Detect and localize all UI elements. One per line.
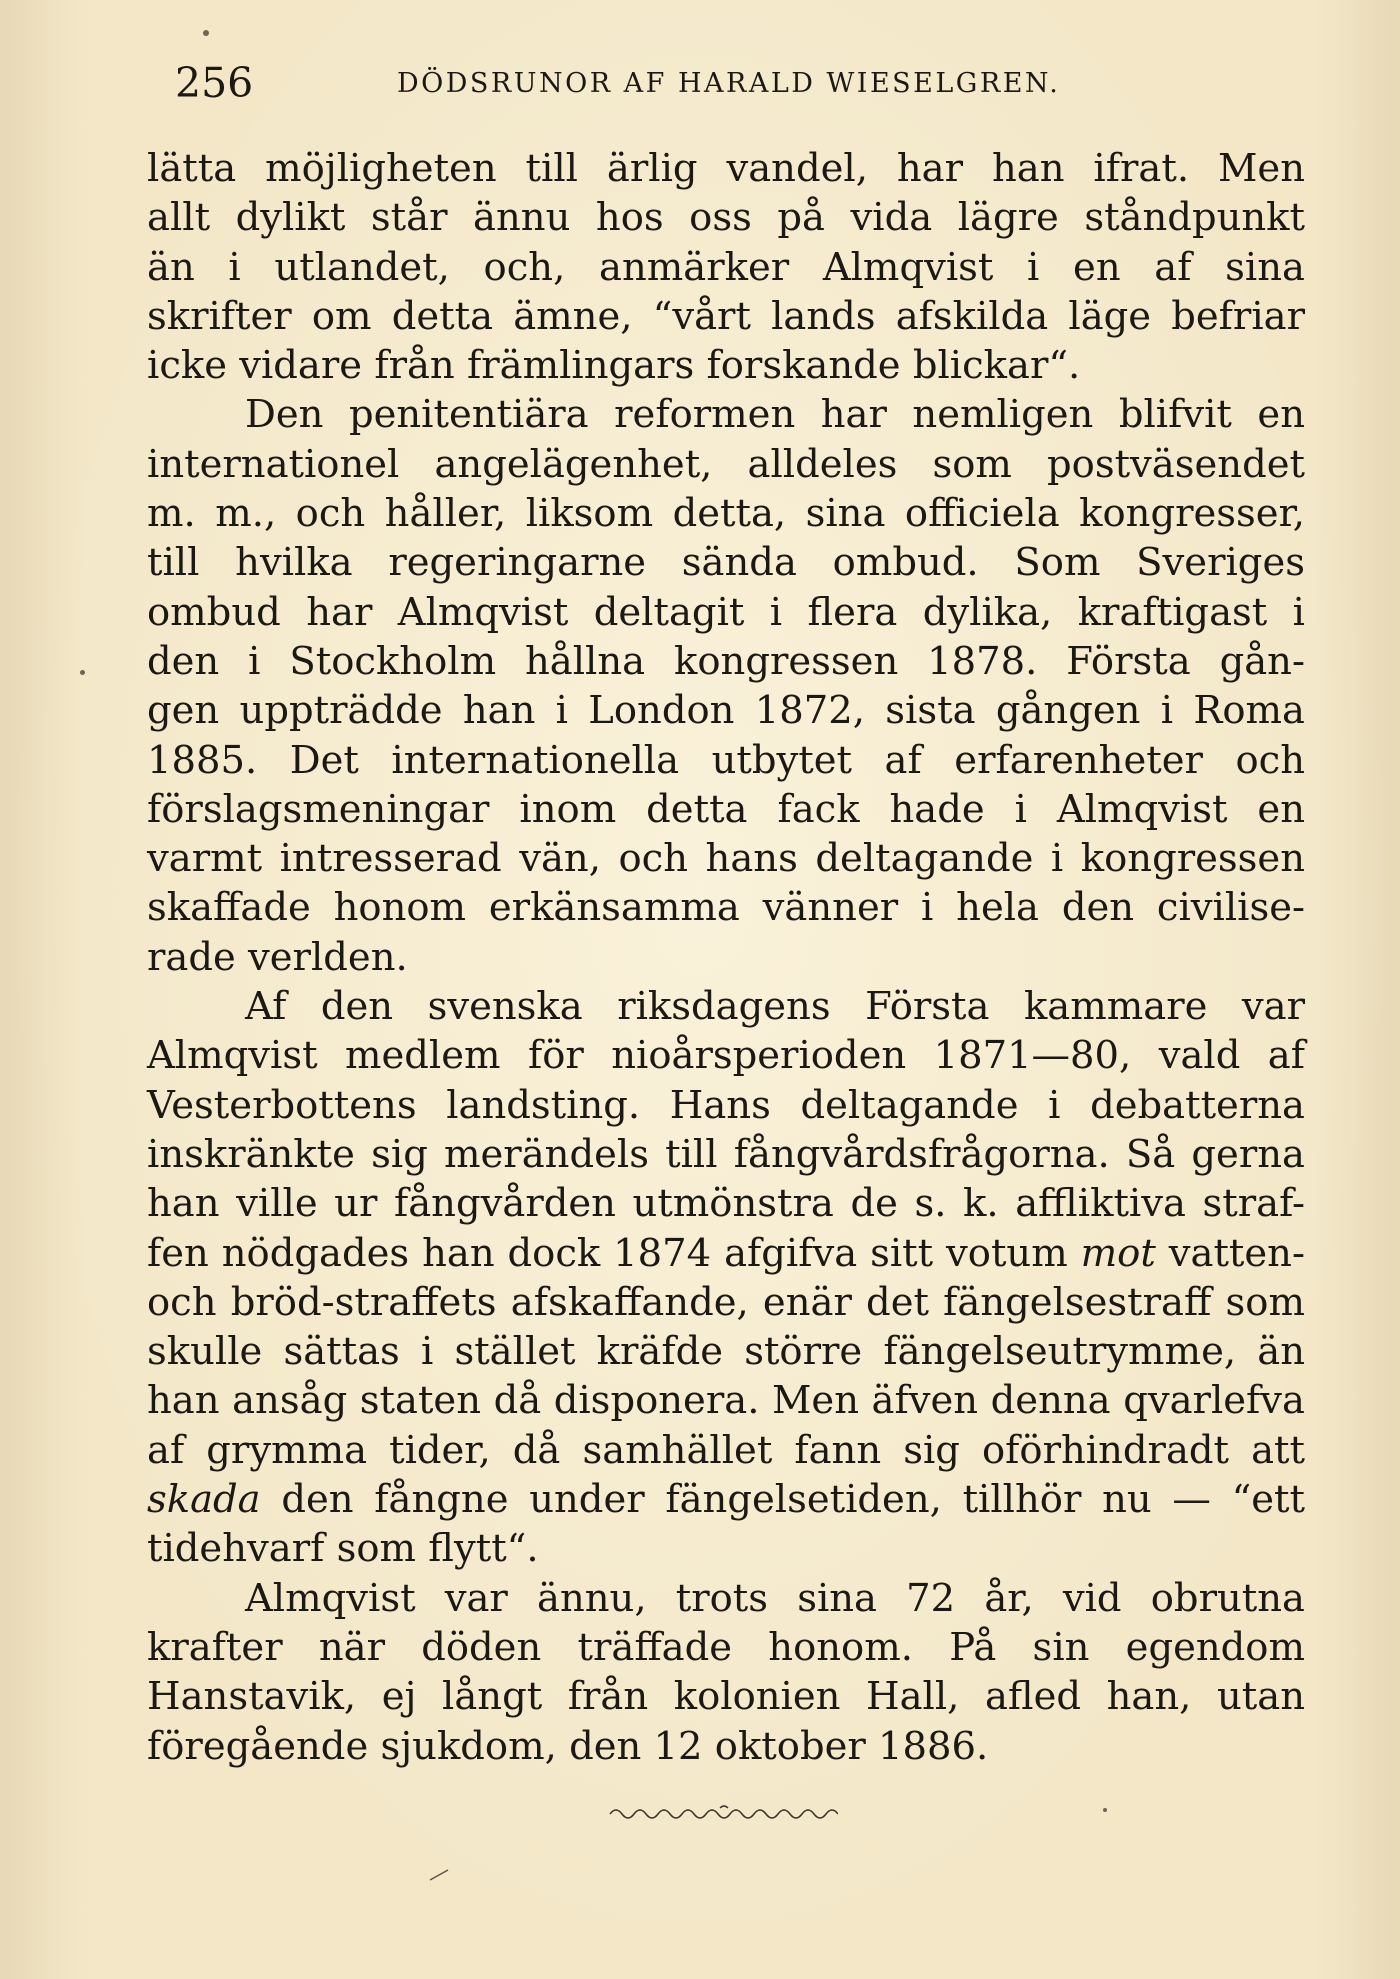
text-line: Af den svenska riksdagens Första kammare var (245, 984, 1305, 1030)
text-line: internationel angelägenhet, alldeles som postväsendet (147, 441, 1305, 487)
paragraph-3 (147, 982, 1305, 1574)
text-line: förslagsmeningar inom detta fack hade i Almqvist en (147, 786, 1305, 832)
text-line: Almqvist var ännu, trots sina 72 år, vid obrutna (245, 1575, 1305, 1621)
text-line: tidehvarf som flytt“. (147, 1526, 539, 1572)
line-text: fen nödgades han dock 1874 afgifva sitt votum (147, 1230, 1081, 1276)
text-line: gen uppträdde han i London 1872, sista gången i Roma (147, 688, 1305, 734)
text-line: inskränkte sig merändels till fångvårdsfrågorna. Så gerna (147, 1131, 1305, 1177)
text-line: än i utlandet, och, anmärker Almqvist i en af sina (147, 244, 1305, 290)
line-text: den fångne under fängelsetiden, tillhör nu — “ett (260, 1477, 1305, 1523)
paragraph-4 (147, 1574, 1305, 1771)
stray-print-mark-icon (428, 1868, 450, 1882)
paper-speck-icon (203, 30, 209, 36)
paragraph-1 (147, 144, 1305, 390)
text-line: han ville ur fångvården utmönstra de s. k. affliktiva straf- (147, 1181, 1305, 1227)
running-head (145, 58, 1300, 108)
text-line: till hvilka regeringarne sända ombud. Som Sveriges (147, 540, 1305, 586)
text-line-with-italic (147, 1229, 1305, 1278)
text-line: föregående sjukdom, den 12 oktober 1886. (147, 1723, 989, 1769)
paragraph-2 (147, 390, 1305, 982)
text-line: Hanstavik, ej långt från kolonien Hall, afled han, utan (147, 1674, 1305, 1720)
text-line: skulle sättas i stället kräfde större fängelseutrymme, än (147, 1329, 1305, 1375)
text-line: och bröd-straffets afskaffande, enär det fängelsestraff som (147, 1279, 1305, 1325)
text-line: Den penitentiära reformen har nemligen blifvit en (245, 392, 1305, 438)
paper-speck-icon (80, 670, 85, 675)
text-line: ombud har Almqvist deltagit i flera dylika, kraftigast i (147, 589, 1305, 635)
text-line: af grymma tider, då samhället fann sig oförhindradt att (147, 1427, 1305, 1473)
page-number: 256 (175, 59, 254, 107)
text-line: krafter när döden träffade honom. På sin egendom (147, 1624, 1305, 1670)
text-line: varmt intresserad vän, och hans deltagande i kongressen (147, 836, 1305, 882)
text-line: allt dylikt står ännu hos oss på vida lägre ståndpunkt (147, 195, 1305, 241)
italic-emphasis: skada (147, 1477, 261, 1523)
text-line: lätta möjligheten till ärlig vandel, har han ifrat. Men (147, 146, 1305, 191)
line-text: vatten- (1155, 1230, 1305, 1276)
italic-emphasis: mot (1080, 1230, 1156, 1276)
paper-speck-icon (1103, 1808, 1107, 1812)
text-line: Vesterbottens landsting. Hans deltagande i debatterna (147, 1082, 1305, 1128)
body-text (147, 144, 1305, 1771)
text-line: icke vidare från främlingars forskande blickar“. (147, 343, 1081, 389)
text-line: rade verlden. (147, 934, 408, 980)
text-line-with-italic (147, 1475, 1305, 1524)
text-line: 1885. Det internationella utbytet af erfarenheter och (147, 737, 1305, 783)
running-title: DÖDSRUNOR AF HARALD WIESELGREN. (397, 68, 1061, 99)
wavy-line-ornament-icon (608, 1800, 838, 1826)
text-line: han ansåg staten då disponera. Men äfven denna qvarlefva (147, 1378, 1305, 1424)
text-line: Almqvist medlem för nioårsperioden 1871—80, vald af (147, 1033, 1305, 1079)
text-line: m. m., och håller, liksom detta, sina officiela kongresser, (147, 491, 1305, 537)
text-line: skrifter om detta ämne, “vårt lands afskilda läge befriar (147, 293, 1305, 339)
text-line: skaffade honom erkänsamma vänner i hela den civilise- (147, 885, 1305, 931)
text-line: den i Stockholm hållna kongressen 1878. Första gån- (147, 638, 1305, 684)
